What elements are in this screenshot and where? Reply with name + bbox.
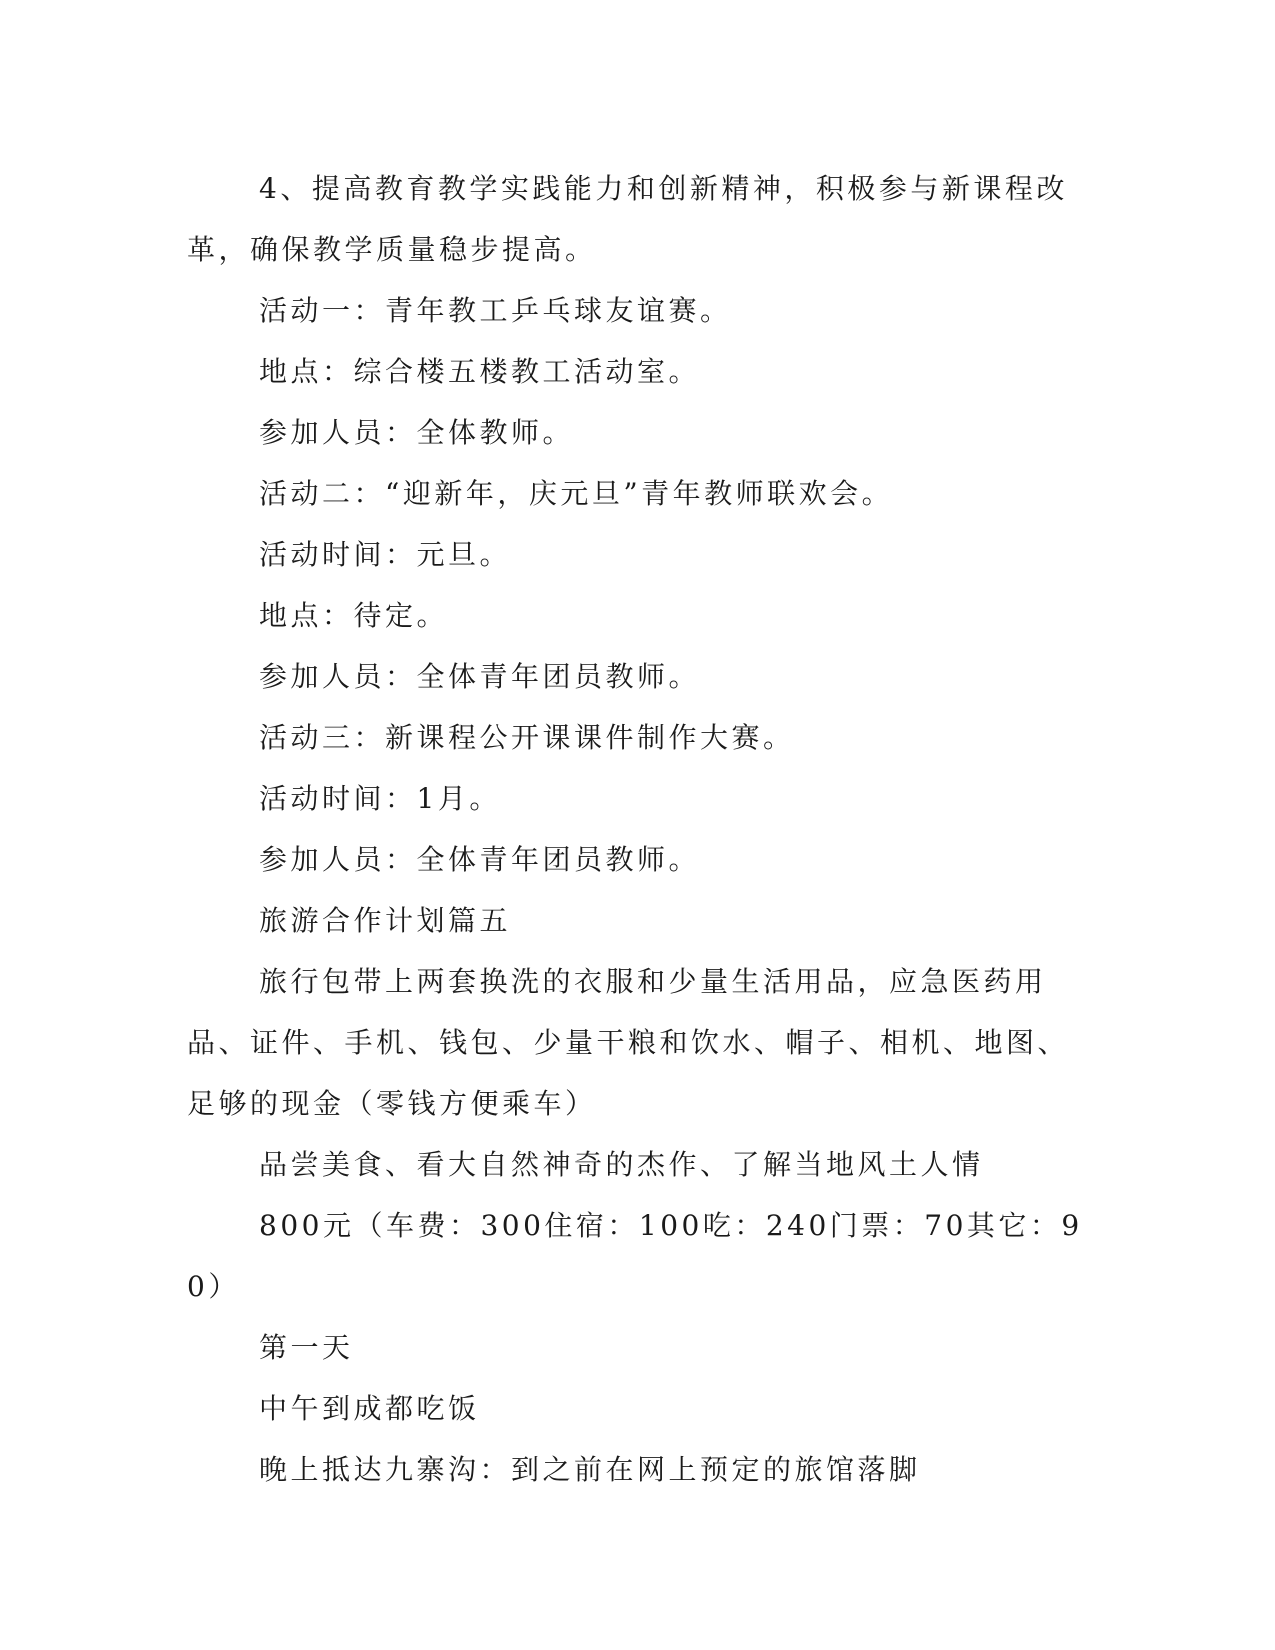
paragraph-evening-jiuzhaigou: 晚上抵达九寨沟：到之前在网上预定的旅馆落脚 [259,1453,921,1486]
paragraph-activity-1-title: 活动一：青年教工乒乓球友谊赛。 [259,294,732,327]
paragraph-goal-4: 4、提高教育教学实践能力和创新精神，积极参与新课程改革，确保教学质量稳步提高。 [187,172,1068,266]
paragraph-activity-2-time: 活动时间：元旦。 [259,538,512,571]
paragraph-activity-3-title: 活动三：新课程公开课课件制作大赛。 [259,721,795,754]
section-heading-travel-plan: 旅游合作计划篇五 [259,904,512,937]
paragraph-activity-1-location: 地点：综合楼五楼教工活动室。 [259,355,701,388]
paragraph-activity-1-participants: 参加人员：全体教师。 [259,416,575,449]
paragraph-activity-3-participants: 参加人员：全体青年团员教师。 [259,843,701,876]
paragraph-activity-3-time: 活动时间：1月。 [259,782,501,815]
paragraph-activity-2-title: 活动二：“迎新年，庆元旦”青年教师联欢会。 [259,477,894,510]
paragraph-activity-2-participants: 参加人员：全体青年团员教师。 [259,660,701,693]
paragraph-activity-2-location: 地点：待定。 [259,599,449,632]
paragraph-packing-list: 旅行包带上两套换洗的衣服和少量生活用品，应急医药用品、证件、手机、钱包、少量干粮和饮水、帽子、相机、地图、足够的现金（零钱方便乘车） [187,965,1070,1120]
paragraph-noon-chengdu: 中午到成都吃饭 [259,1392,480,1425]
paragraph-day-one: 第一天 [259,1331,354,1364]
paragraph-budget: 800元（车费：300住宿：100吃：240门票：70其它：90） [187,1209,1083,1303]
document-body [187,158,1087,1500]
paragraph-trip-purpose: 品尝美食、看大自然神奇的杰作、了解当地风土人情 [259,1148,984,1181]
